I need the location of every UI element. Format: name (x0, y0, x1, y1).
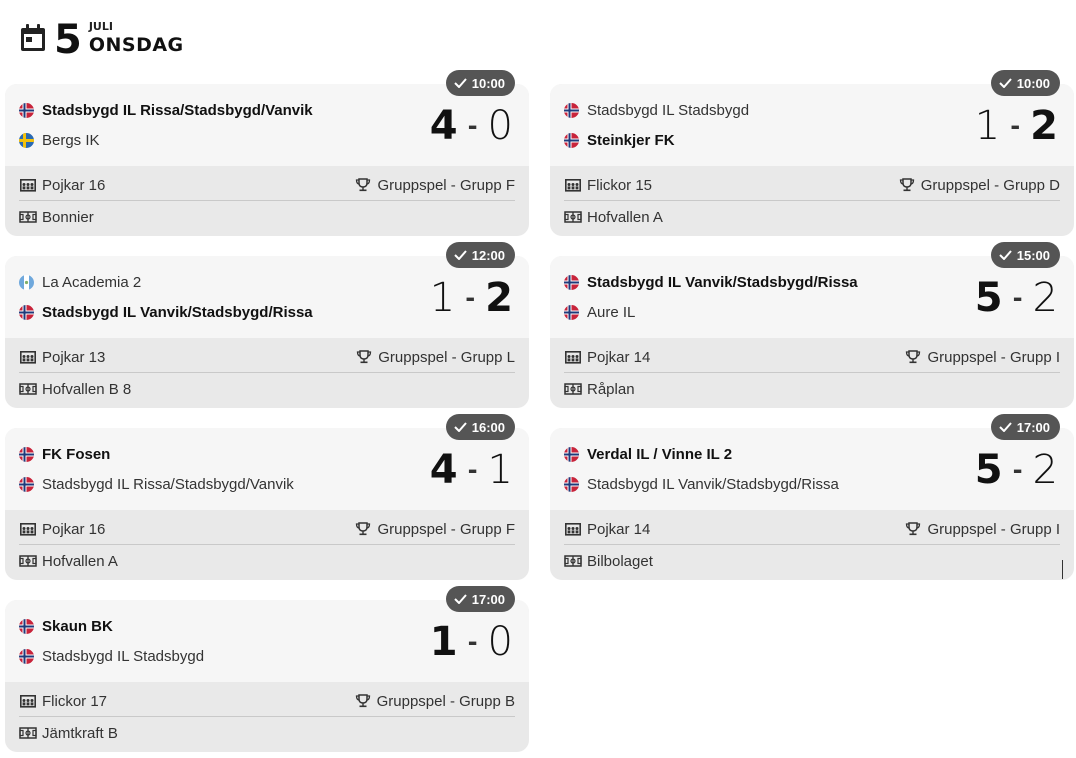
score (975, 448, 1058, 492)
venue-label: Bilbolaget (587, 552, 653, 570)
category-label: Pojkar 14 (587, 348, 651, 366)
match-card[interactable] (550, 419, 1074, 580)
away-score: 2 (1032, 447, 1058, 493)
home-team-name: Verdal IL / Vinne IL 2 (587, 445, 733, 463)
venue-label: Hofvallen B 8 (42, 380, 132, 398)
calendar-icon (20, 24, 46, 52)
score-separator: - (1010, 112, 1021, 140)
score (430, 620, 513, 664)
away-score: 0 (487, 619, 513, 665)
away-team[interactable] (19, 646, 204, 666)
away-team-name: Stadsbygd IL Rissa/Stadsbygd/Vanvik (42, 475, 294, 493)
guatemala-flag-icon (19, 275, 34, 290)
norway-flag-icon (19, 619, 34, 634)
score (430, 448, 513, 492)
category[interactable] (19, 177, 105, 194)
stage-label: Gruppspel - Grupp I (927, 348, 1060, 366)
match-time: 16:00 (471, 419, 505, 435)
stage[interactable] (904, 349, 1060, 366)
stage-label: Gruppspel - Grupp F (377, 520, 515, 538)
home-team-name: Stadsbygd IL Rissa/Stadsbygd/Vanvik (42, 101, 313, 119)
stage[interactable] (904, 521, 1060, 538)
match-time: 12:00 (471, 247, 505, 263)
away-team[interactable] (19, 302, 313, 322)
trophy-icon (354, 522, 372, 536)
home-team[interactable] (564, 100, 749, 120)
home-score: 1 (429, 619, 458, 665)
venue[interactable] (19, 553, 118, 570)
weekday-label: ONSDAG (88, 34, 184, 56)
stage-label: Gruppspel - Grupp L (378, 348, 515, 366)
home-team-name: Skaun BK (42, 617, 113, 635)
trophy-icon (354, 178, 372, 192)
stage[interactable] (354, 693, 515, 710)
trophy-icon (354, 694, 372, 708)
team-category-icon (19, 522, 37, 536)
score (430, 104, 513, 148)
match-card[interactable] (5, 419, 529, 580)
team-category-icon (564, 522, 582, 536)
away-team-name: Stadsbygd IL Vanvik/Stadsbygd/Rissa (42, 303, 313, 321)
venue[interactable] (19, 209, 94, 226)
score-separator: - (465, 284, 476, 312)
away-team[interactable] (564, 130, 675, 150)
team-category-icon (564, 178, 582, 192)
venue-label: Hofvallen A (42, 552, 118, 570)
pitch-icon (564, 210, 582, 224)
home-score: 4 (429, 103, 458, 149)
category-label: Flickor 17 (42, 692, 108, 710)
match-time: 10:00 (1016, 75, 1050, 91)
time-badge (991, 414, 1060, 440)
score-separator: - (1012, 456, 1023, 484)
match-card[interactable] (550, 75, 1074, 236)
venue-label: Hofvallen A (587, 208, 663, 226)
venue[interactable] (19, 725, 118, 742)
home-team[interactable] (19, 616, 113, 636)
away-team-name: Bergs IK (42, 131, 100, 149)
home-team-name: Stadsbygd IL Vanvik/Stadsbygd/Rissa (587, 273, 858, 291)
venue-label: Bonnier (42, 208, 94, 226)
match-card[interactable] (5, 75, 529, 236)
away-team-name: Aure IL (587, 303, 636, 321)
away-team-name: Stadsbygd IL Vanvik/Stadsbygd/Rissa (587, 475, 839, 493)
check-icon (999, 422, 1012, 432)
norway-flag-icon (564, 133, 579, 148)
divider (19, 544, 515, 545)
category[interactable] (564, 349, 650, 366)
norway-flag-icon (19, 477, 34, 492)
category[interactable] (19, 693, 107, 710)
category[interactable] (19, 521, 105, 538)
norway-flag-icon (19, 305, 34, 320)
away-team[interactable] (564, 474, 839, 494)
day-number: 5 (54, 17, 81, 63)
divider (19, 716, 515, 717)
category-label: Pojkar 13 (42, 348, 106, 366)
score (430, 276, 513, 320)
away-team[interactable] (19, 130, 100, 150)
score-separator: - (467, 112, 478, 140)
away-score: 2 (1030, 103, 1058, 149)
norway-flag-icon (564, 103, 579, 118)
pitch-icon (19, 382, 37, 396)
home-score: 5 (974, 447, 1003, 493)
category[interactable] (19, 349, 105, 366)
match-time: 10:00 (471, 75, 505, 91)
away-score: 2 (485, 275, 513, 321)
away-score: 2 (1032, 275, 1058, 321)
month-label: JULI (88, 20, 113, 33)
match-time: 15:00 (1016, 247, 1050, 263)
home-score: 4 (429, 447, 458, 493)
norway-flag-icon (19, 103, 34, 118)
stage-label: Gruppspel - Grupp I (927, 520, 1060, 538)
divider (19, 200, 515, 201)
home-team-name: La Academia 2 (42, 273, 142, 291)
away-score: 1 (487, 447, 513, 493)
venue-label: Jämtkraft B (42, 724, 118, 742)
home-team[interactable] (19, 444, 110, 464)
home-team[interactable] (19, 272, 141, 292)
away-team-name: Stadsbygd IL Stadsbygd (42, 647, 205, 665)
home-team[interactable] (564, 444, 732, 464)
divider (564, 200, 1060, 201)
home-team[interactable] (19, 100, 313, 120)
away-team[interactable] (564, 302, 635, 322)
category-label: Flickor 15 (587, 176, 653, 194)
divider (564, 544, 1060, 545)
trophy-icon (904, 350, 922, 364)
sweden-flag-icon (19, 133, 34, 148)
check-icon (999, 78, 1012, 88)
match-card[interactable] (5, 247, 529, 408)
category[interactable] (564, 177, 652, 194)
stage-label: Gruppspel - Grupp F (377, 176, 515, 194)
stage[interactable] (355, 349, 515, 366)
trophy-icon (904, 522, 922, 536)
time-badge (991, 70, 1060, 96)
pitch-icon (564, 382, 582, 396)
trophy-icon (898, 178, 916, 192)
venue-label: Råplan (587, 380, 635, 398)
norway-flag-icon (19, 649, 34, 664)
pitch-icon (19, 210, 37, 224)
norway-flag-icon (564, 275, 579, 290)
venue[interactable] (19, 381, 131, 398)
venue[interactable] (564, 209, 663, 226)
check-icon (454, 250, 467, 260)
check-icon (999, 250, 1012, 260)
score-separator: - (1012, 284, 1023, 312)
stage[interactable] (354, 521, 515, 538)
pitch-icon (19, 726, 37, 740)
text-cursor (1062, 560, 1063, 579)
check-icon (454, 594, 467, 604)
stage-label: Gruppspel - Grupp D (920, 176, 1060, 194)
score-separator: - (467, 628, 478, 656)
match-time: 17:00 (1016, 419, 1050, 435)
time-badge (446, 414, 515, 440)
check-icon (454, 422, 467, 432)
home-team[interactable] (564, 272, 858, 292)
check-icon (454, 78, 467, 88)
stage[interactable] (354, 177, 515, 194)
time-badge (446, 242, 515, 268)
home-score: 1 (429, 275, 456, 321)
venue[interactable] (564, 381, 635, 398)
trophy-icon (355, 350, 373, 364)
score (975, 276, 1058, 320)
category[interactable] (564, 521, 650, 538)
home-team-name: FK Fosen (42, 445, 111, 463)
norway-flag-icon (564, 447, 579, 462)
home-score: 5 (974, 275, 1003, 321)
divider (564, 372, 1060, 373)
category-label: Pojkar 16 (42, 176, 106, 194)
time-badge (991, 242, 1060, 268)
away-team[interactable] (19, 474, 294, 494)
time-badge (446, 70, 515, 96)
away-score: 0 (487, 103, 513, 149)
team-category-icon (19, 178, 37, 192)
team-category-icon (19, 350, 37, 364)
stage-label: Gruppspel - Grupp B (376, 692, 515, 710)
home-team-name: Stadsbygd IL Stadsbygd (587, 101, 750, 119)
home-score: 1 (974, 103, 1001, 149)
score (975, 104, 1058, 148)
norway-flag-icon (564, 477, 579, 492)
away-team-name: Steinkjer FK (587, 131, 675, 149)
norway-flag-icon (19, 447, 34, 462)
stage[interactable] (898, 177, 1060, 194)
divider (19, 372, 515, 373)
team-category-icon (564, 350, 582, 364)
date-header (20, 17, 184, 63)
team-category-icon (19, 694, 37, 708)
category-label: Pojkar 14 (587, 520, 651, 538)
score-separator: - (467, 456, 478, 484)
norway-flag-icon (564, 305, 579, 320)
match-card[interactable] (5, 591, 529, 752)
category-label: Pojkar 16 (42, 520, 106, 538)
venue[interactable] (564, 553, 653, 570)
pitch-icon (19, 554, 37, 568)
time-badge (446, 586, 515, 612)
match-card[interactable] (550, 247, 1074, 408)
match-time: 17:00 (471, 591, 505, 607)
pitch-icon (564, 554, 582, 568)
